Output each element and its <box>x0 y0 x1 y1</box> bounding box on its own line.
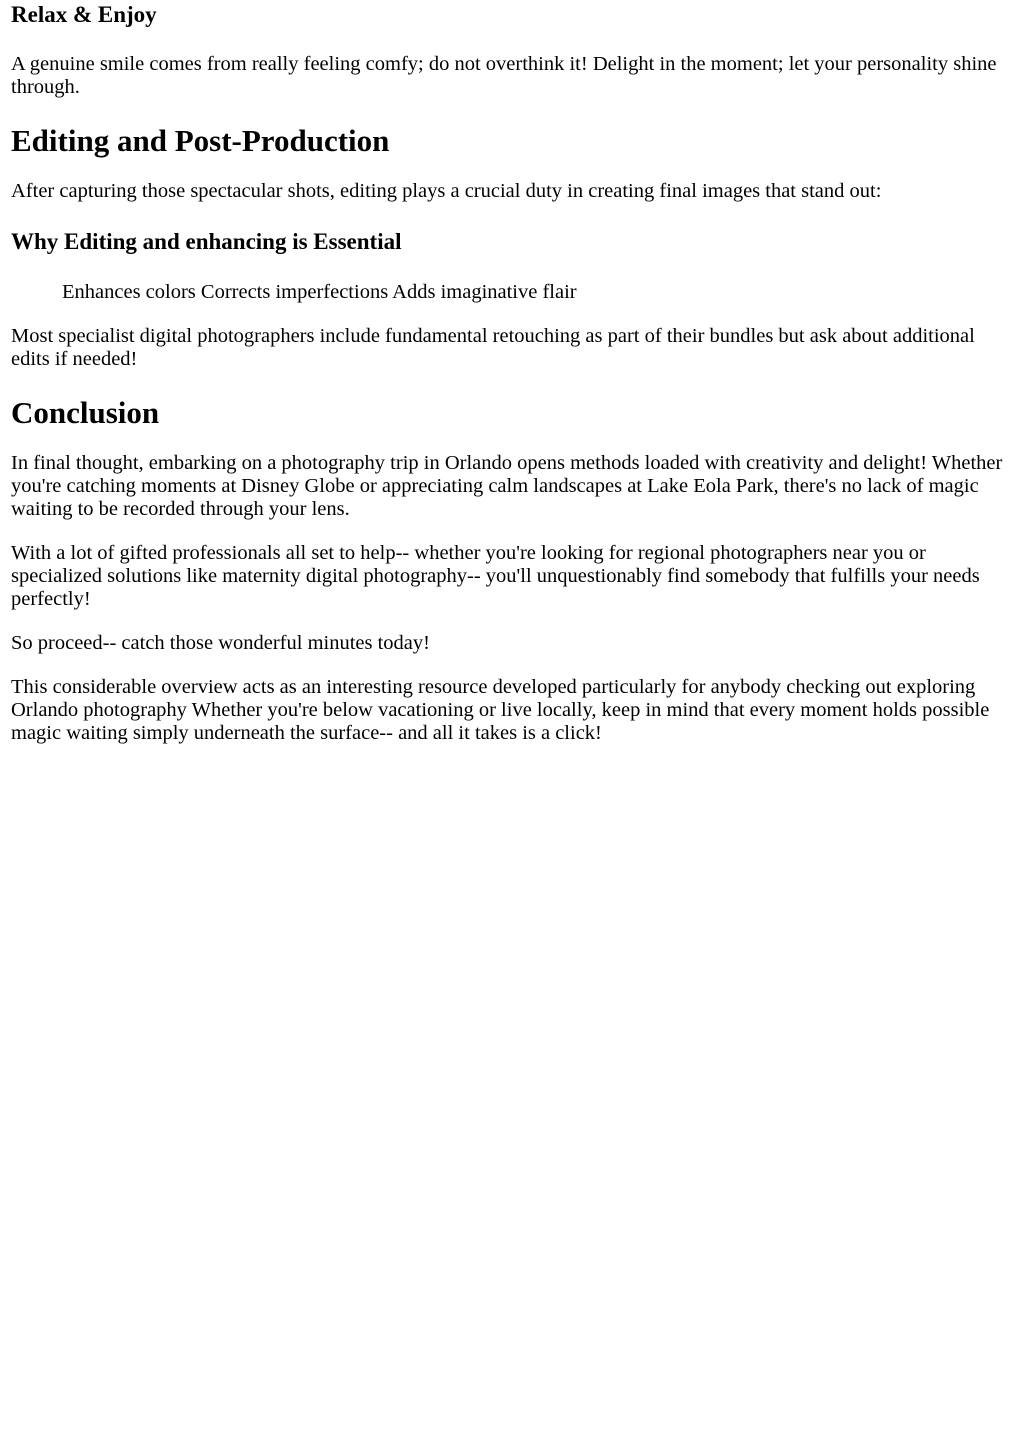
editing-note: Most specialist digital photographers include fundamental retouching as part of their bundles but ask about additional edits if needed! <box>11 325 975 370</box>
editing-heading: Editing and Post-Production <box>11 123 390 158</box>
conclusion-paragraph-1: In final thought, embarking on a photography trip in Orlando opens methods loaded with creativity and delight! Whether you're catching moments at Disney Globe or appreciating calm landscapes at Lake Eola Park, there's no lack of magic waiting to be recorded through your lens. <box>11 452 1003 520</box>
article-body <box>0 1 1024 745</box>
conclusion-paragraph-4: This considerable overview acts as an interesting resource developed particularly for anybody checking out exploring Orlando photography Whether you're below vacationing or live locally, keep in mind that every moment holds possible magic waiting simply underneath the surface-- and all it takes is a click! <box>11 676 990 744</box>
editing-intro: After capturing those spectacular shots, editing plays a crucial duty in creating final images that stand out: <box>11 180 882 202</box>
editing-benefits: Enhances colors Corrects imperfections Adds imaginative flair <box>62 281 577 303</box>
conclusion-heading: Conclusion <box>11 395 160 430</box>
relax-heading: Relax & Enjoy <box>11 2 157 27</box>
editing-subheading: Why Editing and enhancing is Essential <box>11 229 402 254</box>
relax-paragraph: A genuine smile comes from really feeling comfy; do not overthink it! Delight in the moment; let your personality shine through. <box>11 53 997 98</box>
conclusion-paragraph-2: With a lot of gifted professionals all set to help-- whether you're looking for regional photographers near you or specialized solutions like maternity digital photography-- you'll unquestionably find somebody that fulfills your needs perfectly! <box>11 542 980 610</box>
conclusion-paragraph-3: So proceed-- catch those wonderful minutes today! <box>11 632 430 654</box>
